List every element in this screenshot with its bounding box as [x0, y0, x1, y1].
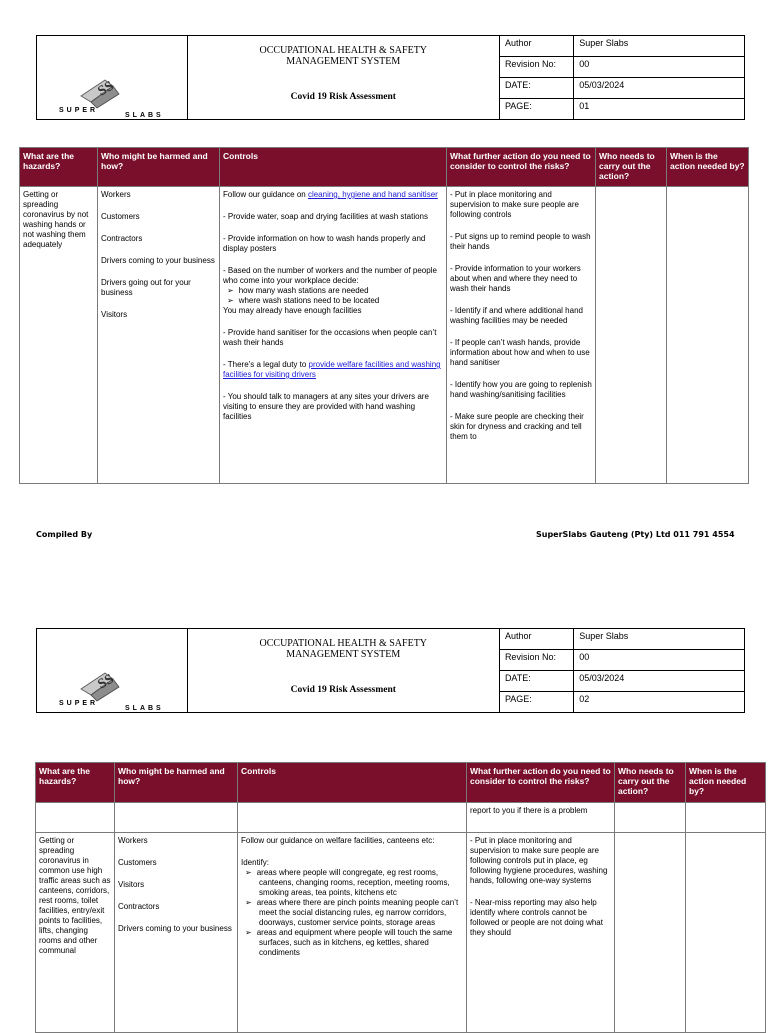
empty-cell [686, 803, 766, 833]
control-item: - Provide information on how to wash hands properly and display posters [223, 234, 426, 253]
harmed-item: Contractors [101, 234, 143, 243]
date-label: DATE: [499, 671, 573, 692]
page-label: PAGE: [499, 99, 573, 120]
risk-table-page-1 [19, 147, 749, 484]
harmed-item: Customers [101, 212, 140, 221]
further-item: - If people can’t wash hands, provide information about how and when to use hand sanitiser [450, 338, 590, 367]
col-who-carries: Who needs to carry out the action? [596, 148, 667, 187]
further-item: - Make sure people are checking their skin for dryness and cracking and tell them to [450, 412, 584, 441]
harmed-item: Workers [101, 190, 131, 199]
company-info: SuperSlabs Gauteng (Pty) Ltd 011 791 4554 [536, 530, 735, 539]
super-slabs-logo-icon [79, 665, 131, 705]
harmed-item: Workers [118, 836, 148, 845]
empty-cell [615, 803, 686, 833]
when-needed-cell [686, 833, 766, 1033]
further-item: - Put in place monitoring and supervision to make sure people are following controls put in place, eg following hygiene procedures, washing hands, following one-way systems [470, 836, 608, 885]
col-controls: Controls [238, 763, 467, 803]
cleaning-hygiene-link[interactable]: cleaning, hygiene and hand sanitiser [307, 190, 438, 199]
control-item: - Provide hand sanitiser for the occasions when people can’t wash their hands [223, 328, 437, 347]
doc-title: Covid 19 Risk Assessment [290, 92, 396, 102]
hazard-cell [36, 833, 115, 1033]
empty-cell [115, 803, 238, 833]
further-item: - Identify how you are going to replenish hand washing/sanitising facilities [450, 380, 592, 399]
logo-word-super: SUPER [59, 700, 99, 707]
bullet-item: ➢ where wash stations need to be located [241, 296, 443, 306]
harmed-cell [115, 833, 238, 1033]
further-action-cell [447, 187, 596, 484]
risk-table-page-2 [35, 762, 766, 1033]
hazard-text: Getting or spreading coronavirus in common use high traffic areas such as canteens, corridors, rest rooms, toilet facilities, entry/exit points to facilities, lifts, changing rooms and other communal [39, 836, 111, 955]
system-title: OCCUPATIONAL HEALTH & SAFETY MANAGEMENT SYSTEM [259, 638, 428, 660]
further-action-cell [467, 833, 615, 1033]
document-header [36, 35, 745, 120]
date-label: DATE: [499, 78, 573, 99]
control-item: - Provide water, soap and drying facilities at wash stations [223, 212, 428, 221]
welfare-facilities-link[interactable]: provide welfare facilities and washing facilities for visiting drivers [223, 360, 441, 379]
page-value: 01 [574, 99, 745, 120]
harmed-cell [98, 187, 220, 484]
when-needed-cell [667, 187, 749, 484]
empty-cell [36, 803, 115, 833]
hazard-text: Getting or spreading coronavirus by not washing hands or not washing them adequately [23, 190, 89, 249]
revision-label: Revision No: [499, 57, 573, 78]
further-item: - Put in place monitoring and supervision to make sure people are following controls [450, 190, 579, 219]
page-value: 02 [574, 692, 745, 713]
col-when-needed: When is the action needed by? [686, 763, 766, 803]
carry-over-text: report to you if there is a problem [470, 806, 588, 815]
revision-label: Revision No: [499, 650, 573, 671]
col-controls: Controls [220, 148, 447, 187]
col-harmed: Who might be harmed and how? [98, 148, 220, 187]
bullet-item: ➢ how many wash stations are needed [241, 286, 443, 296]
bullet-item: ➢ areas where there are pinch points meaning people can’t meet the social distancing rules, eg narrow corridors, doorways, customer service points, storage areas [259, 898, 463, 928]
who-carries-cell [615, 833, 686, 1033]
hazard-cell [20, 187, 98, 484]
logo-cell [37, 629, 188, 713]
super-slabs-logo-icon [79, 72, 131, 112]
logo-word-slabs: SLABS [125, 112, 164, 119]
harmed-item: Visitors [118, 880, 145, 889]
svg-text:SS: SS [95, 78, 117, 100]
col-further-action: What further action do you need to consider to control the risks? [467, 763, 615, 803]
title-cell [187, 629, 499, 713]
logo-word-super: SUPER [59, 107, 99, 114]
controls-cell [238, 833, 467, 1033]
revision-value: 00 [574, 650, 745, 671]
col-further-action: What further action do you need to consider to control the risks? [447, 148, 596, 187]
further-item: - Put signs up to remind people to wash their hands [450, 232, 591, 251]
harmed-item: Visitors [101, 310, 128, 319]
col-who-carries: Who needs to carry out the action? [615, 763, 686, 803]
author-label: Author [499, 36, 573, 57]
harmed-item: Contractors [118, 902, 160, 911]
system-title: OCCUPATIONAL HEALTH & SAFETY MANAGEMENT SYSTEM [259, 45, 428, 67]
control-item: Identify: [241, 858, 270, 867]
document-header-page-2 [36, 628, 745, 713]
control-item: - There’s a legal duty to provide welfare facilities and washing facilities for visiting drivers [223, 360, 441, 379]
revision-value: 00 [574, 57, 745, 78]
logo-cell [37, 36, 188, 120]
harmed-item: Drivers coming to your business [101, 256, 215, 265]
control-item: - You should talk to managers at any sites your drivers are visiting to ensure they are provided with hand washing facilities [223, 392, 429, 421]
controls-cell [220, 187, 447, 484]
svg-text:SS: SS [95, 671, 117, 693]
harmed-item: Customers [118, 858, 157, 867]
author-label: Author [499, 629, 573, 650]
compiled-by: Compiled By [36, 530, 93, 539]
doc-title: Covid 19 Risk Assessment [290, 685, 396, 695]
author-value: Super Slabs [574, 36, 745, 57]
bullet-item: ➢ areas where people will congregate, eg rest rooms, canteens, changing rooms, reception, meeting rooms, smoking areas, tea points, kitchens etc [259, 868, 463, 898]
col-harmed: Who might be harmed and how? [115, 763, 238, 803]
col-when-needed: When is the action needed by? [667, 148, 749, 187]
author-value: Super Slabs [574, 629, 745, 650]
control-item: - Based on the number of workers and the number of people who come into your workplace decide: ➢ how many wash stations are needed ➢ where wash stations need to be located You may already have enough facilities [223, 266, 443, 316]
page-label: PAGE: [499, 692, 573, 713]
further-item: - Near-miss reporting may also help identify where controls cannot be followed or people are not doing what they should [470, 898, 603, 937]
col-hazards: What are the hazards? [20, 148, 98, 187]
harmed-item: Drivers going out for your business [101, 278, 191, 297]
control-item: Follow our guidance on welfare facilities, canteens etc: [241, 836, 435, 845]
col-hazards: What are the hazards? [36, 763, 115, 803]
bullet-item: ➢ areas and equipment where people will touch the same surfaces, such as in kitchens, eg kettles, shared condiments [259, 928, 463, 958]
empty-cell [238, 803, 467, 833]
logo-word-slabs: SLABS [125, 705, 164, 712]
date-value: 05/03/2024 [574, 671, 745, 692]
date-value: 05/03/2024 [574, 78, 745, 99]
control-item: Follow our guidance on cleaning, hygiene and hand sanitiser [223, 190, 438, 199]
who-carries-cell [596, 187, 667, 484]
further-item: - Identify if and where additional hand washing facilities may be needed [450, 306, 583, 325]
title-cell [187, 36, 499, 120]
harmed-item: Drivers coming to your business [118, 924, 232, 933]
further-item: - Provide information to your workers about when and where they need to wash their hands [450, 264, 581, 293]
carry-over-cell [467, 803, 615, 833]
